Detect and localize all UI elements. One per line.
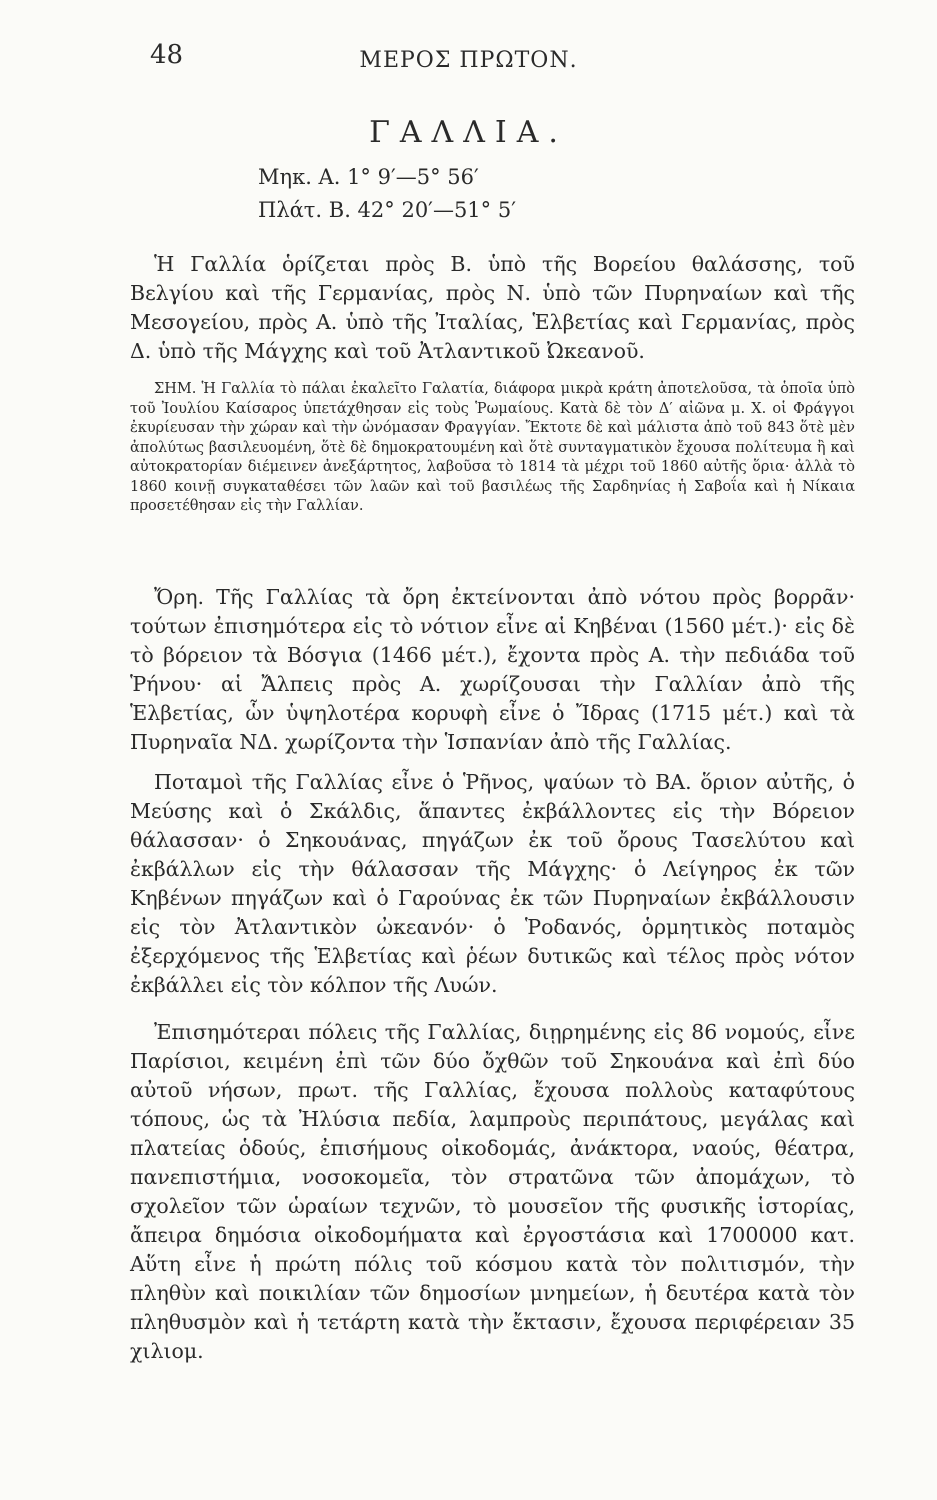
historical-note-section — [130, 380, 855, 517]
rivers-section — [130, 768, 855, 1000]
latitude-line: Πλάτ. Β. 42° 20′—51° 5′ — [258, 198, 516, 222]
borders-section — [130, 250, 855, 366]
longitude-line: Μηκ. Α. 1° 9′—5° 56′ — [258, 165, 479, 189]
chapter-title: ΓΑΛΛΙΑ. — [369, 115, 568, 150]
mountains-section — [130, 583, 855, 757]
running-head: ΜΕΡΟΣ ΠΡΩΤΟΝ. — [359, 48, 578, 73]
cities-paragraph: Ἐπισημότεραι πόλεις τῆς Γαλλίας, διῃρημένης εἰς 86 νομούς, εἶνε Παρίσιοι, κειμένη ἐπὶ τῶν δύο ὄχθῶν τοῦ Σηκουάνα καὶ ἐπὶ δύο αὐτοῦ νήσων, πρωτ. τῆς Γαλλίας, ἔχουσα πολλοὺς καταφύτους τόπους, ὡς τὰ Ἠλύσια πεδία, λαμπροὺς περιπάτους, μεγάλας καὶ πλατείας ὁδούς, ἐπισήμους οἰκοδομάς, ἀνάκτορα, ναούς, θέατρα, πανεπιστήμια, νοσοκομεῖα, τὸν στρατῶνα τῶν ἀπομάχων, τὸ σχολεῖον τῶν ὡραίων τεχνῶν, τὸ μουσεῖον τῆς φυσικῆς ἱστορίας, ἄπειρα δημόσια οἰκοδομήματα καὶ ἐργοστάσια καὶ 1700000 κατ. Αὕτη εἶνε ἡ πρώτη πόλις τοῦ κόσμου κατὰ τὸν πολιτισμόν, τὴν πληθὺν καὶ ποικιλίαν τῶν δημοσίων μνημείων, ἡ δευτέρα κατὰ τὸν πληθυσμὸν καὶ ἡ τετάρτη κατὰ τὴν ἔκτασιν, ἔχουσα περιφέρειαν 35 χιλιομ. — [130, 1020, 855, 1363]
mountains-paragraph: Ὄρη. Τῆς Γαλλίας τὰ ὄρη ἐκτείνονται ἀπὸ νότου πρὸς βορρᾶν· τούτων ἐπισημότερα εἰς τὸ νότιον εἶνε αἱ Κηβέναι (1560 μέτ.)· εἰς δὲ τὸ βόρειον τὰ Βόσγια (1466 μέτ.), ἔχοντα πρὸς Α. τὴν πεδιάδα τοῦ Ῥήνου· αἱ Ἄλπεις πρὸς Α. χωρίζουσαι τὴν Γαλλίαν ἀπὸ τῆς Ἑλβετίας, ὧν ὑψηλοτέρα κορυφὴ εἶνε ὁ Ἴδρας (1715 μέτ.) καὶ τὰ Πυρηναῖα ΝΔ. χωρίζοντα τὴν Ἱσπανίαν ἀπὸ τῆς Γαλλίας. — [130, 585, 855, 754]
rivers-paragraph: Ποταμοὶ τῆς Γαλλίας εἶνε ὁ Ῥῆνος, ψαύων τὸ ΒΑ. ὅριον αὐτῆς, ὁ Μεύσης καὶ ὁ Σκάλδις, ἅπαντες ἐκβάλλοντες εἰς τὴν Βόρειον θάλασσαν· ὁ Σηκουάνας, πηγάζων ἐκ τοῦ ὄρους Τασελύτου καὶ ἐκβάλλων εἰς τὴν θάλασσαν τῆς Μάγχης· ὁ Λείγηρος ἐκ τῶν Κηβένων πηγάζων καὶ ὁ Γαρούνας ἐκ τῶν Πυρηναίων ἐκβάλλουσιν εἰς τὸν Ἀτλαντικὸν ὠκεανόν· ὁ Ῥοδανός, ὁρμητικὸς ποταμὸς ἐξερχόμενος τῆς Ἑλβετίας καὶ ῥέων δυτικῶς καὶ τέλος πρὸς νότον ἐκβάλλει εἰς τὸν κόλπον τῆς Λυών. — [130, 770, 855, 997]
borders-paragraph: Ἡ Γαλλία ὁρίζεται πρὸς Β. ὑπὸ τῆς Βορείου θαλάσσης, τοῦ Βελγίου καὶ τῆς Γερμανίας, πρὸς Ν. ὑπὸ τῶν Πυρηναίων καὶ τῆς Μεσογείου, πρὸς Α. ὑπὸ τῆς Ἰταλίας, Ἑλβετίας καὶ Γερμανίας, πρὸς Δ. ὑπὸ τῆς Μάγχης καὶ τοῦ Ἀτλαντικοῦ Ὠκεανοῦ. — [130, 252, 855, 363]
cities-section — [130, 1018, 855, 1366]
page-number: 48 — [150, 40, 184, 70]
historical-note: ΣΗΜ. Ἡ Γαλλία τὸ πάλαι ἐκαλεῖτο Γαλατία, διάφορα μικρὰ κράτη ἀποτελοῦσα, τὰ ὁποῖα ὑπὸ τοῦ Ἰουλίου Καίσαρος ὑπετάχθησαν εἰς τοὺς Ῥωμαίους. Κατὰ δὲ τὸν Δ′ αἰῶνα μ. Χ. οἱ Φράγγοι ἐκυρίευσαν τὴν χώραν καὶ τὴν ὠνόμασαν Φραγγίαν. Ἔκτοτε δὲ καὶ μάλιστα ἀπὸ τοῦ 843 ὅτὲ μὲν ἀπολύτως βασιλευομένη, ὅτὲ δὲ δημοκρατουμένη καὶ ὅτὲ συνταγματικὸν ἔχουσα πολίτευμα ἢ καὶ αὐτοκρατορίαν διέμεινεν ἀνεξάρτητος, λαβοῦσα τὸ 1814 τὰ μέχρι τοῦ 1860 αὐτῆς ὅρια· ἀλλὰ τὸ 1860 κοινῇ συγκαταθέσει τῶν λαῶν καὶ τοῦ βασιλέως τῆς Σαρδηνίας ἡ Σαβοΐα καὶ ἡ Νίκαια προσετέθησαν εἰς τὴν Γαλλίαν. — [130, 381, 855, 514]
